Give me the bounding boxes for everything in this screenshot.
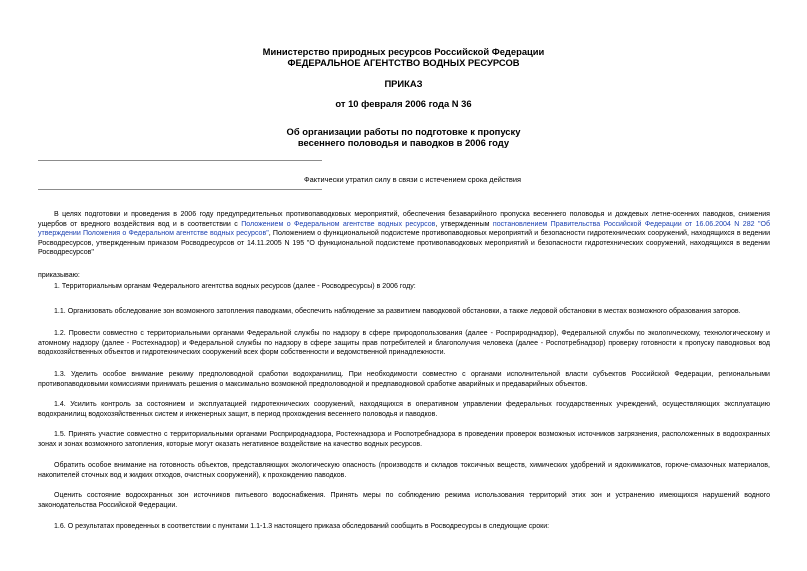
document-date-number: от 10 февраля 2006 года N 36 (335, 98, 472, 109)
paragraph-1-2: 1.2. Провести совместно с территориальными органами Федеральной службы по надзору в сфере природопользования (далее - Росприроднадзор), Федеральной службы по экологическому, технологическому и атомному надзору (далее - Ростехнадзор) и Федеральной службы по надзору в сфере защиты прав потребителей и благополучия человека (далее - Роспотребнадзор) проверку готовности к пропуску паводковых вод водохозяйственных объектов и гидротехнических сооружений всех форм собственности и ведомственной принадлежности. (38, 330, 770, 357)
paragraph-1: 1. Территориальным органам Федерального агентства водных ресурсов (далее - Росводресурсы) в 2006 году: (54, 283, 416, 290)
document-title-line-2: весеннего половодья и паводков в 2006 году (297, 137, 510, 148)
separator-bottom (38, 189, 322, 190)
preamble-text-1: В целях подготовки и проведения в 2006 году предупредительных противопаводковых мероприятий, обеспечения безаварийного пропуска весеннего половодья и дождевых летне-осенних паводков, снижения ущербов от вредного воздействия вод и в соответствии с (38, 211, 770, 228)
paragraph-1-1: 1.1. Организовать обследование зон возможного затопления паводками, обеспечить наблюдение за развитием паводковой обстановки, а также ледовой обстановки в местах возможного образования заторов. (54, 308, 741, 315)
paragraph-1-5-note-1: Обратить особое внимание на готовность объектов, представляющих экологическую опасность (производств и складов токсичных веществ, химических удобрений и ядохимикатов, горюче-смазочных материалов, накопителей сточных вод и жидких отходов, очистных сооружений), к прохождению паводков. (38, 462, 770, 479)
document-type: ПРИКАЗ (384, 78, 423, 89)
document-title-line-1: Об организации работы по подготовке к пропуску (286, 126, 521, 137)
order-word: приказываю: (38, 272, 80, 279)
preamble-text-3: , Положением о функциональной подсистеме противопаводковых мероприятий и безопасности гидротехнических сооружений, находящихся в ведении Росводресурсов, утвержденным приказом Росводресурсов от 14.11.2005 N 195 "О функциональной подсистеме противопаводковых мероприятий и безопасности гидротехнических сооружений, находящихся в ведении Росводресурсов" (38, 230, 771, 257)
ministry-name: Министерство природных ресурсов Российской Федерации (262, 46, 545, 57)
paragraph-1-3: 1.3. Уделить особое внимание режиму предполоводной сработки водохранилищ. При необходимости совместно с органами исполнительной власти субъектов Российской Федерации, региональными противопаводковыми комиссиями принимать решения о максимально возможной предполоводной и предпаводковой сработке аварийных и предаварийных объектов. (38, 371, 770, 388)
status-note: Фактически утратил силу в связи с истечением срока действия (304, 175, 521, 184)
link-agency-regulation[interactable]: Положением о Федеральном агентстве водных ресурсов (241, 220, 436, 228)
paragraph-1-4: 1.4. Усилить контроль за состоянием и эксплуатацией гидротехнических сооружений, находящихся в оперативном управлении федеральных государственных учреждений, осуществляющих эксплуатацию водохранилищ водохозяйственных систем и инженерных защит, в период прохождения весеннего половодья и паводков. (38, 401, 770, 418)
paragraph-1-6: 1.6. О результатах проведенных в соответствии с пунктами 1.1-1.3 настоящего приказа обследований сообщить в Росводресурсы в следующие сроки: (54, 523, 550, 530)
paragraph-1-5-note-2: Оценить состояние водоохранных зон источников питьевого водоснабжения. Принять меры по соблюдению режима использования территорий этих зон и устранению имеющихся нарушений водного законодательства Российской Федерации. (38, 492, 770, 509)
agency-name: ФЕДЕРАЛЬНОЕ АГЕНТСТВО ВОДНЫХ РЕСУРСОВ (287, 57, 520, 68)
preamble-text-2: , утвержденным (435, 220, 493, 228)
separator-top (38, 160, 322, 161)
link-government-decree[interactable]: постановлением Правительства Российской Федерации от 16.06.2004 N 282 "Об утверждении Положения о Федеральном агентстве водных ресурсов" (38, 220, 770, 238)
paragraph-1-5: 1.5. Принять участие совместно с территориальными органами Росприроднадзора, Ростехнадзора и Роспотребнадзора в проведении проверок возможных источников загрязнения, расположенных в водоохранных зонах и зонах возможного затопления, которые могут оказать негативное воздействие на качество водных ресурсов. (38, 431, 770, 448)
preamble-paragraph (38, 210, 770, 258)
